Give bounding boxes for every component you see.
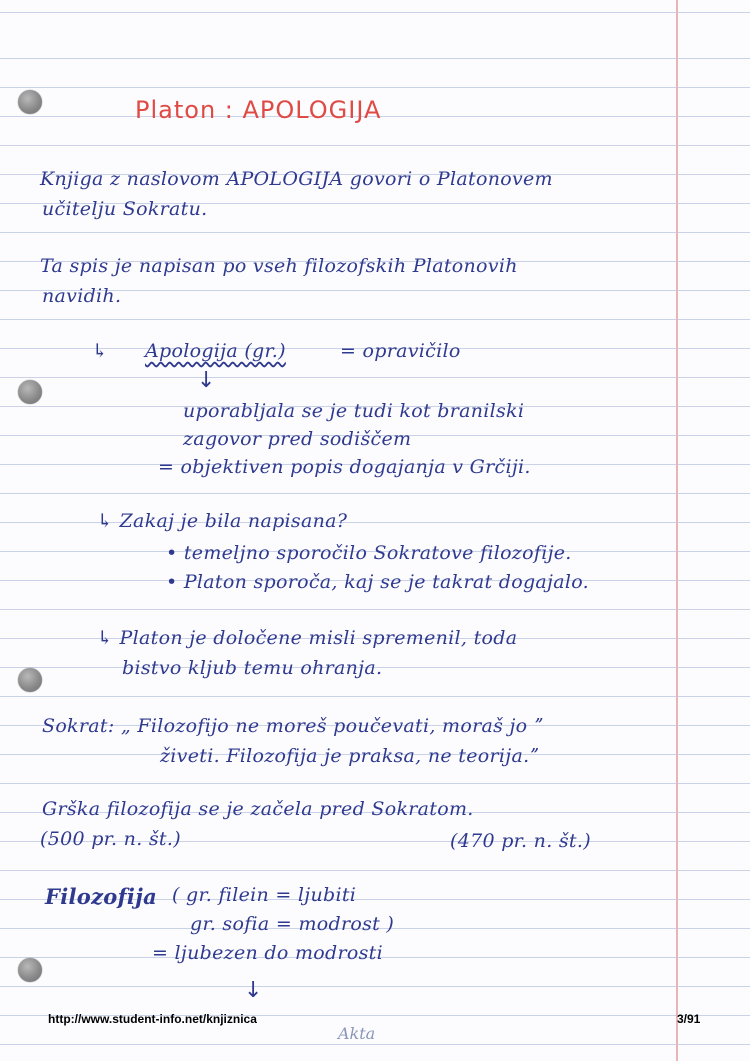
quote-line: Sokrat: „ Filozofijo ne moreš poučevati, moraš jo ˮ xyxy=(42,715,544,737)
text-line: navidih. xyxy=(42,285,122,307)
punch-hole xyxy=(18,668,42,692)
page-title: Platon : APOLOGIJA xyxy=(135,96,382,124)
term-apologija: Apologija (gr.) xyxy=(145,340,286,362)
text-line: učitelju Sokratu. xyxy=(42,198,208,220)
definition: = opravičilo xyxy=(340,340,461,362)
quote-line: živeti. Filozofija je praksa, ne teorija.ˮ xyxy=(160,745,539,767)
brand-logo: Akta xyxy=(338,1024,376,1043)
text-line: Ta spis je napisan po vseh filozofskih Platonovih xyxy=(40,255,518,277)
page-number: 3/91 xyxy=(677,1012,701,1026)
text-line: ↳ Platon je določene misli spremenil, toda xyxy=(97,627,518,649)
text-line: ( gr. filein = ljubiti xyxy=(172,884,357,906)
text-line: gr. sofia = modrost ) xyxy=(190,913,395,935)
bullet-item: • temeljno sporočilo Sokratove filozofije. xyxy=(166,542,572,564)
date-note: (470 pr. n. št.) xyxy=(450,830,591,852)
margin-line xyxy=(676,0,678,1061)
arrow-down-icon: ↓ xyxy=(197,368,216,393)
text-line: zagovor pred sodiščem xyxy=(183,428,412,450)
punch-hole xyxy=(18,90,42,114)
bullet-item: • Platon sporoča, kaj se je takrat dogajalo. xyxy=(166,571,589,593)
text-line: = ljubezen do modrosti xyxy=(152,942,383,964)
date-note: (500 pr. n. št.) xyxy=(40,828,181,850)
text-line: bistvo kljub temu ohranja. xyxy=(122,657,383,679)
text-line: Grška filozofija se je začela pred Sokratom. xyxy=(42,798,474,820)
text-line: uporabljala se je tudi kot branilski xyxy=(183,400,525,422)
punch-hole xyxy=(18,958,42,982)
text-line: Knjiga z naslovom APOLOGIJA govori o Platonovem xyxy=(40,168,553,190)
text-line: = objektiven popis dogajanja v Grčiji. xyxy=(158,456,531,478)
text-line: ↳ Zakaj je bila napisana? xyxy=(97,510,348,532)
term-filozofija: Filozofija xyxy=(45,884,158,909)
footer-url: http://www.student-info.net/knjiznica xyxy=(48,1012,257,1026)
punch-hole xyxy=(18,380,42,404)
arrow-down-icon: ↓ xyxy=(244,978,263,1003)
arrow-bullet: ↳ xyxy=(92,340,109,362)
